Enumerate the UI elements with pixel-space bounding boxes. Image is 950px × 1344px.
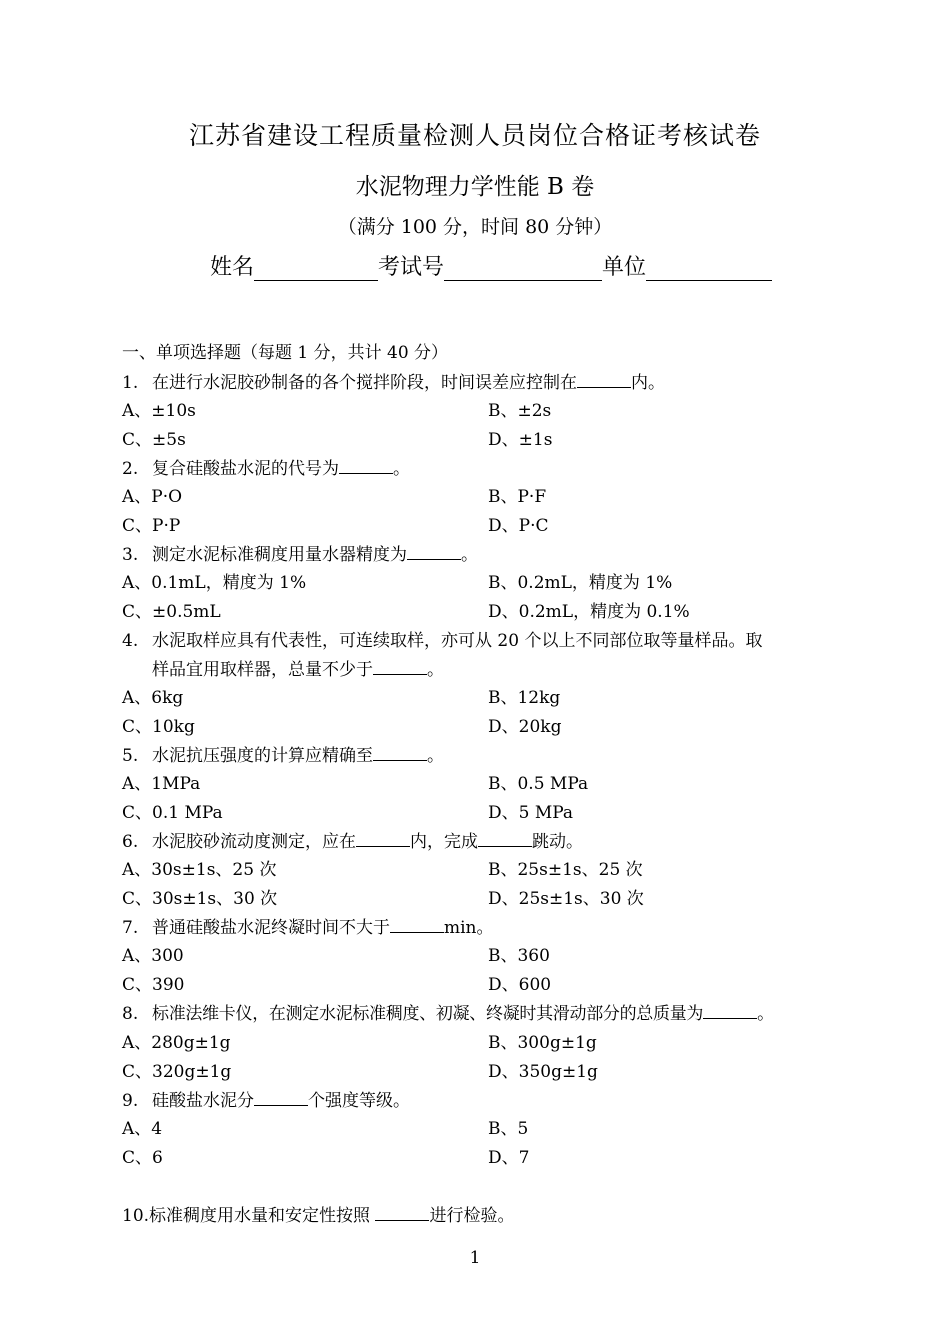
- question-8: 8. 标准法维卡仪，在测定水泥标准稠度、初凝、终凝时其滑动部分的总质量为 。: [122, 1000, 774, 1028]
- option-a[interactable]: A、1MPa: [122, 774, 201, 794]
- name-field[interactable]: [254, 256, 378, 281]
- question-4: 4. 水泥取样应具有代表性，可连续取样，亦可从 20 个以上不同部位取等量样品。取: [122, 631, 763, 651]
- option-c[interactable]: C、6: [122, 1148, 163, 1168]
- option-c[interactable]: C、P·P: [122, 516, 181, 536]
- exam-meta: （满分 100 分，时间 80 分钟）: [337, 216, 613, 238]
- option-d[interactable]: D、7: [488, 1148, 530, 1168]
- candidate-fields: [210, 250, 772, 281]
- option-c[interactable]: C、390: [122, 975, 185, 995]
- option-c[interactable]: C、±5s: [122, 430, 186, 450]
- option-b[interactable]: B、300g±1g: [488, 1033, 597, 1053]
- option-d[interactable]: D、25s±1s、30 次: [488, 889, 644, 909]
- answer-blank[interactable]: [375, 1202, 429, 1221]
- section-title: 一、单项选择题（每题 1 分，共计 40 分）: [122, 343, 449, 363]
- exam-no-label: 考试号: [378, 255, 445, 280]
- option-a[interactable]: A、300: [122, 946, 184, 966]
- option-a[interactable]: A、30s±1s、25 次: [122, 860, 277, 880]
- answer-blank[interactable]: [478, 828, 532, 847]
- exam-no-field[interactable]: [444, 256, 602, 281]
- option-d[interactable]: D、0.2mL，精度为 0.1%: [488, 602, 690, 622]
- option-c[interactable]: C、10kg: [122, 717, 195, 737]
- question-6: 6. 水泥胶砂流动度测定，应在 内，完成 跳动。: [122, 828, 583, 856]
- answer-blank[interactable]: [373, 656, 427, 675]
- answer-blank[interactable]: [356, 828, 410, 847]
- option-d[interactable]: D、350g±1g: [488, 1062, 598, 1082]
- option-d[interactable]: D、20kg: [488, 717, 562, 737]
- option-a[interactable]: A、P·O: [122, 487, 183, 507]
- option-b[interactable]: B、0.2mL，精度为 1%: [488, 573, 673, 593]
- question-10: 10.标准稠度用水量和安定性按照 进行检验。: [122, 1202, 514, 1230]
- answer-blank[interactable]: [373, 742, 427, 761]
- option-a[interactable]: A、6kg: [122, 688, 184, 708]
- option-b[interactable]: B、5: [488, 1119, 529, 1139]
- unit-field[interactable]: [646, 256, 772, 281]
- answer-blank[interactable]: [390, 914, 444, 933]
- question-3: 3. 测定水泥标准稠度用量水器精度为 。: [122, 541, 478, 569]
- question-2: 2. 复合硅酸盐水泥的代号为 。: [122, 455, 410, 483]
- exam-title: 江苏省建设工程质量检测人员岗位合格证考核试卷: [188, 121, 761, 150]
- answer-blank[interactable]: [254, 1087, 308, 1106]
- option-b[interactable]: B、360: [488, 946, 550, 966]
- option-d[interactable]: D、600: [488, 975, 552, 995]
- question-5: 5. 水泥抗压强度的计算应精确至 。: [122, 742, 444, 770]
- option-d[interactable]: D、±1s: [488, 430, 553, 450]
- option-b[interactable]: B、25s±1s、25 次: [488, 860, 643, 880]
- option-c[interactable]: C、0.1 MPa: [122, 803, 223, 823]
- option-d[interactable]: D、P·C: [488, 516, 549, 536]
- question-1: 1. 在进行水泥胶砂制备的各个搅拌阶段，时间误差应控制在 内。: [122, 369, 665, 397]
- option-c[interactable]: C、320g±1g: [122, 1062, 232, 1082]
- name-label: 姓名: [210, 255, 255, 280]
- option-d[interactable]: D、5 MPa: [488, 803, 574, 823]
- option-a[interactable]: A、±10s: [122, 401, 196, 421]
- option-a[interactable]: A、0.1mL，精度为 1%: [122, 573, 307, 593]
- option-a[interactable]: A、4: [122, 1119, 163, 1139]
- option-b[interactable]: B、±2s: [488, 401, 552, 421]
- option-c[interactable]: C、30s±1s、30 次: [122, 889, 278, 909]
- option-b[interactable]: B、12kg: [488, 688, 561, 708]
- exam-subtitle: 水泥物理力学性能 B 卷: [355, 174, 595, 200]
- question-7: 7. 普通硅酸盐水泥终凝时间不大于 min。: [122, 914, 494, 942]
- option-c[interactable]: C、±0.5mL: [122, 602, 221, 622]
- answer-blank[interactable]: [577, 369, 631, 388]
- option-a[interactable]: A、280g±1g: [122, 1033, 231, 1053]
- question-4-continued: 样品宜用取样器，总量不少于 。: [152, 656, 444, 684]
- option-b[interactable]: B、P·F: [488, 487, 547, 507]
- option-b[interactable]: B、0.5 MPa: [488, 774, 589, 794]
- question-9: 9. 硅酸盐水泥分 个强度等级。: [122, 1087, 410, 1115]
- unit-label: 单位: [602, 255, 647, 280]
- page-number: 1: [469, 1248, 481, 1268]
- answer-blank[interactable]: [407, 541, 461, 560]
- answer-blank[interactable]: [339, 455, 393, 474]
- answer-blank[interactable]: [703, 1000, 757, 1019]
